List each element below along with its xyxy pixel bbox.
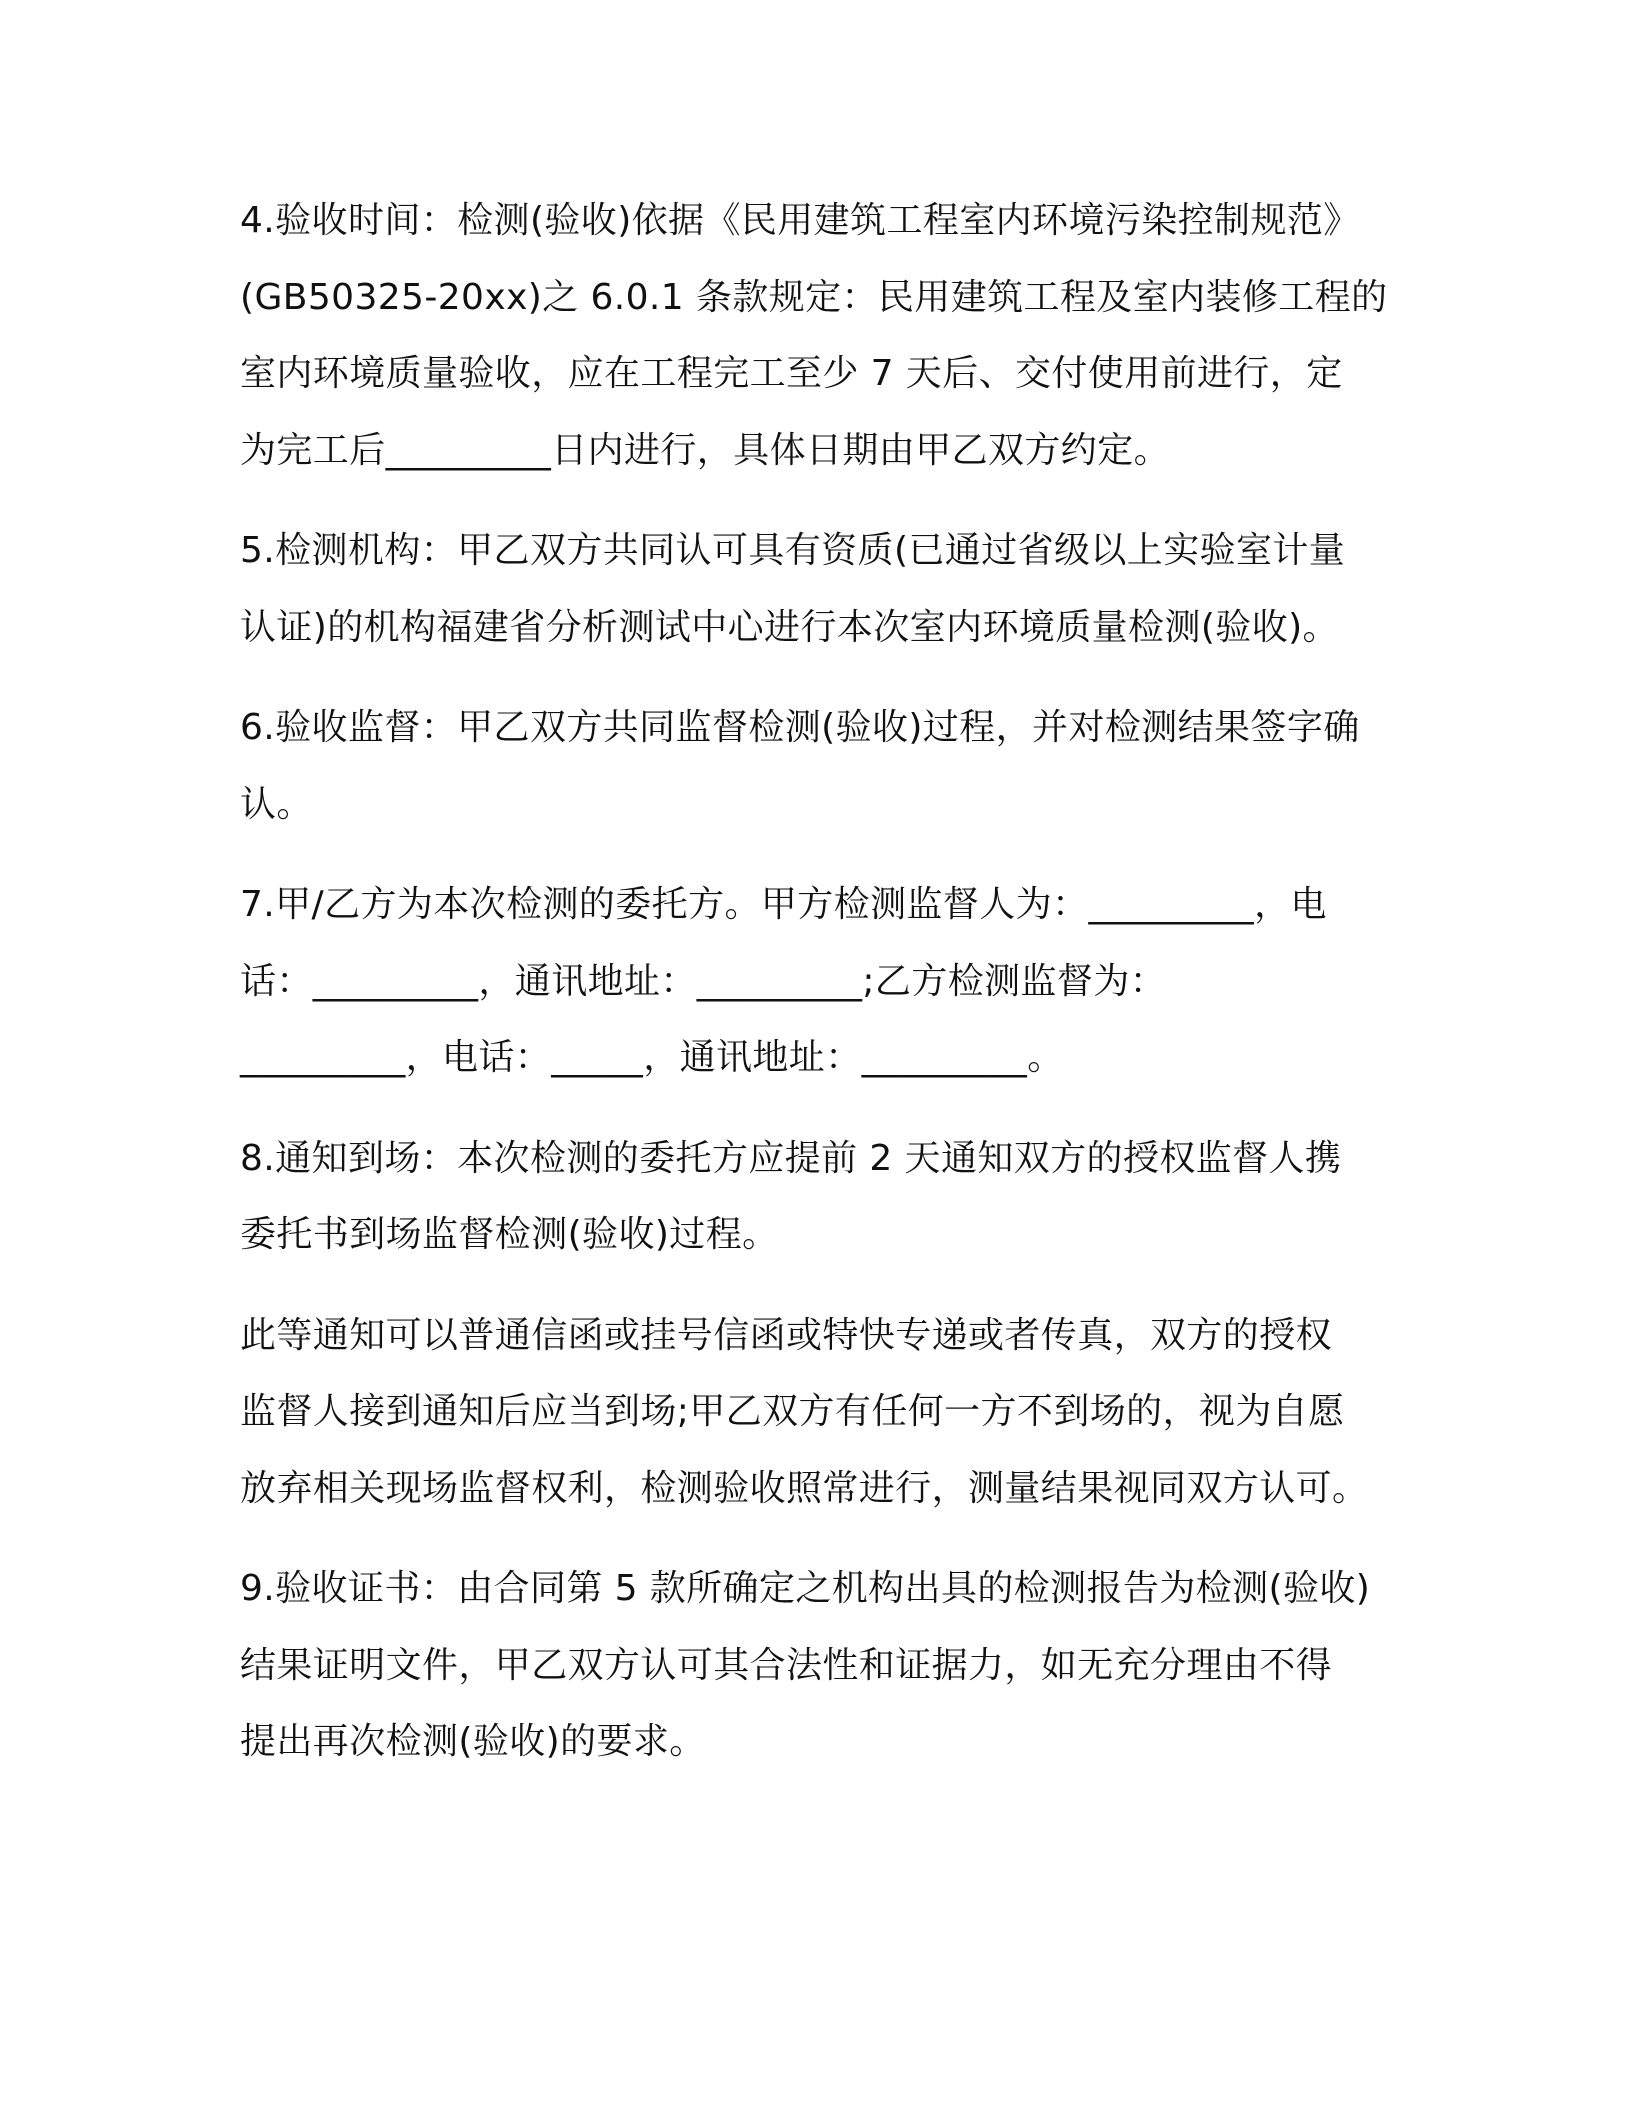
text-line: 监督人接到通知后应当到场;甲乙双方有任何一方不到场的，视为自愿 bbox=[240, 1391, 1345, 1432]
text-line: 4.验收时间：检测(验收)依据《民用建筑工程室内环境污染控制规范》 bbox=[240, 200, 1360, 241]
clause-6-acceptance-supervision bbox=[240, 690, 1390, 843]
text-line: 室内环境质量验收，应在工程完工至少 7 天后、交付使用前进行，定 bbox=[240, 353, 1343, 394]
clause-8-notification bbox=[240, 1121, 1390, 1274]
text-line: 9.验收证书：由合同第 5 款所确定之机构出具的检测报告为检测(验收) bbox=[240, 1568, 1371, 1609]
text-line: 放弃相关现场监督权利，检测验收照常进行，测量结果视同双方认可。 bbox=[240, 1467, 1369, 1509]
text-line: 为完工后_________日内进行，具体日期由甲乙双方约定。 bbox=[240, 429, 1171, 471]
text-line: 认。 bbox=[240, 783, 313, 825]
text-line: 话：_________，通讯地址：_________;乙方检测监督为： bbox=[240, 960, 1167, 1002]
text-line: 5.检测机构：甲乙双方共同认可具有资质(已通过省级以上实验室计量 bbox=[240, 530, 1346, 571]
text-line: 认证)的机构福建省分析测试中心进行本次室内环境质量检测(验收)。 bbox=[240, 606, 1339, 648]
text-line: (GB50325-20xx)之 6.0.1 条款规定：民用建筑工程及室内装修工程的 bbox=[240, 276, 1388, 318]
text-line: 此等通知可以普通信函或挂号信函或特快专递或者传真，双方的授权 bbox=[240, 1314, 1333, 1356]
text-line: 提出再次检测(验收)的要求。 bbox=[240, 1721, 706, 1762]
document-body bbox=[240, 183, 1390, 1805]
clause-9-acceptance-certificate bbox=[240, 1551, 1390, 1781]
text-line: 6.验收监督：甲乙双方共同监督检测(验收)过程，并对检测结果签字确 bbox=[240, 707, 1360, 748]
notification-methods-paragraph bbox=[240, 1298, 1390, 1528]
clause-4-acceptance-time bbox=[240, 183, 1390, 489]
text-line: 7.甲/乙方为本次检测的委托方。甲方检测监督人为：_________，电 bbox=[240, 884, 1327, 925]
text-line: _________，电话：_____，通讯地址：_________。 bbox=[240, 1037, 1064, 1078]
clause-7-commissioning-party bbox=[240, 867, 1390, 1097]
clause-5-testing-institution bbox=[240, 513, 1390, 666]
text-line: 委托书到场监督检测(验收)过程。 bbox=[240, 1214, 779, 1255]
text-line: 结果证明文件，甲乙双方认可其合法性和证据力，如无充分理由不得 bbox=[240, 1644, 1333, 1686]
text-line: 8.通知到场：本次检测的委托方应提前 2 天通知双方的授权监督人携 bbox=[240, 1137, 1342, 1179]
